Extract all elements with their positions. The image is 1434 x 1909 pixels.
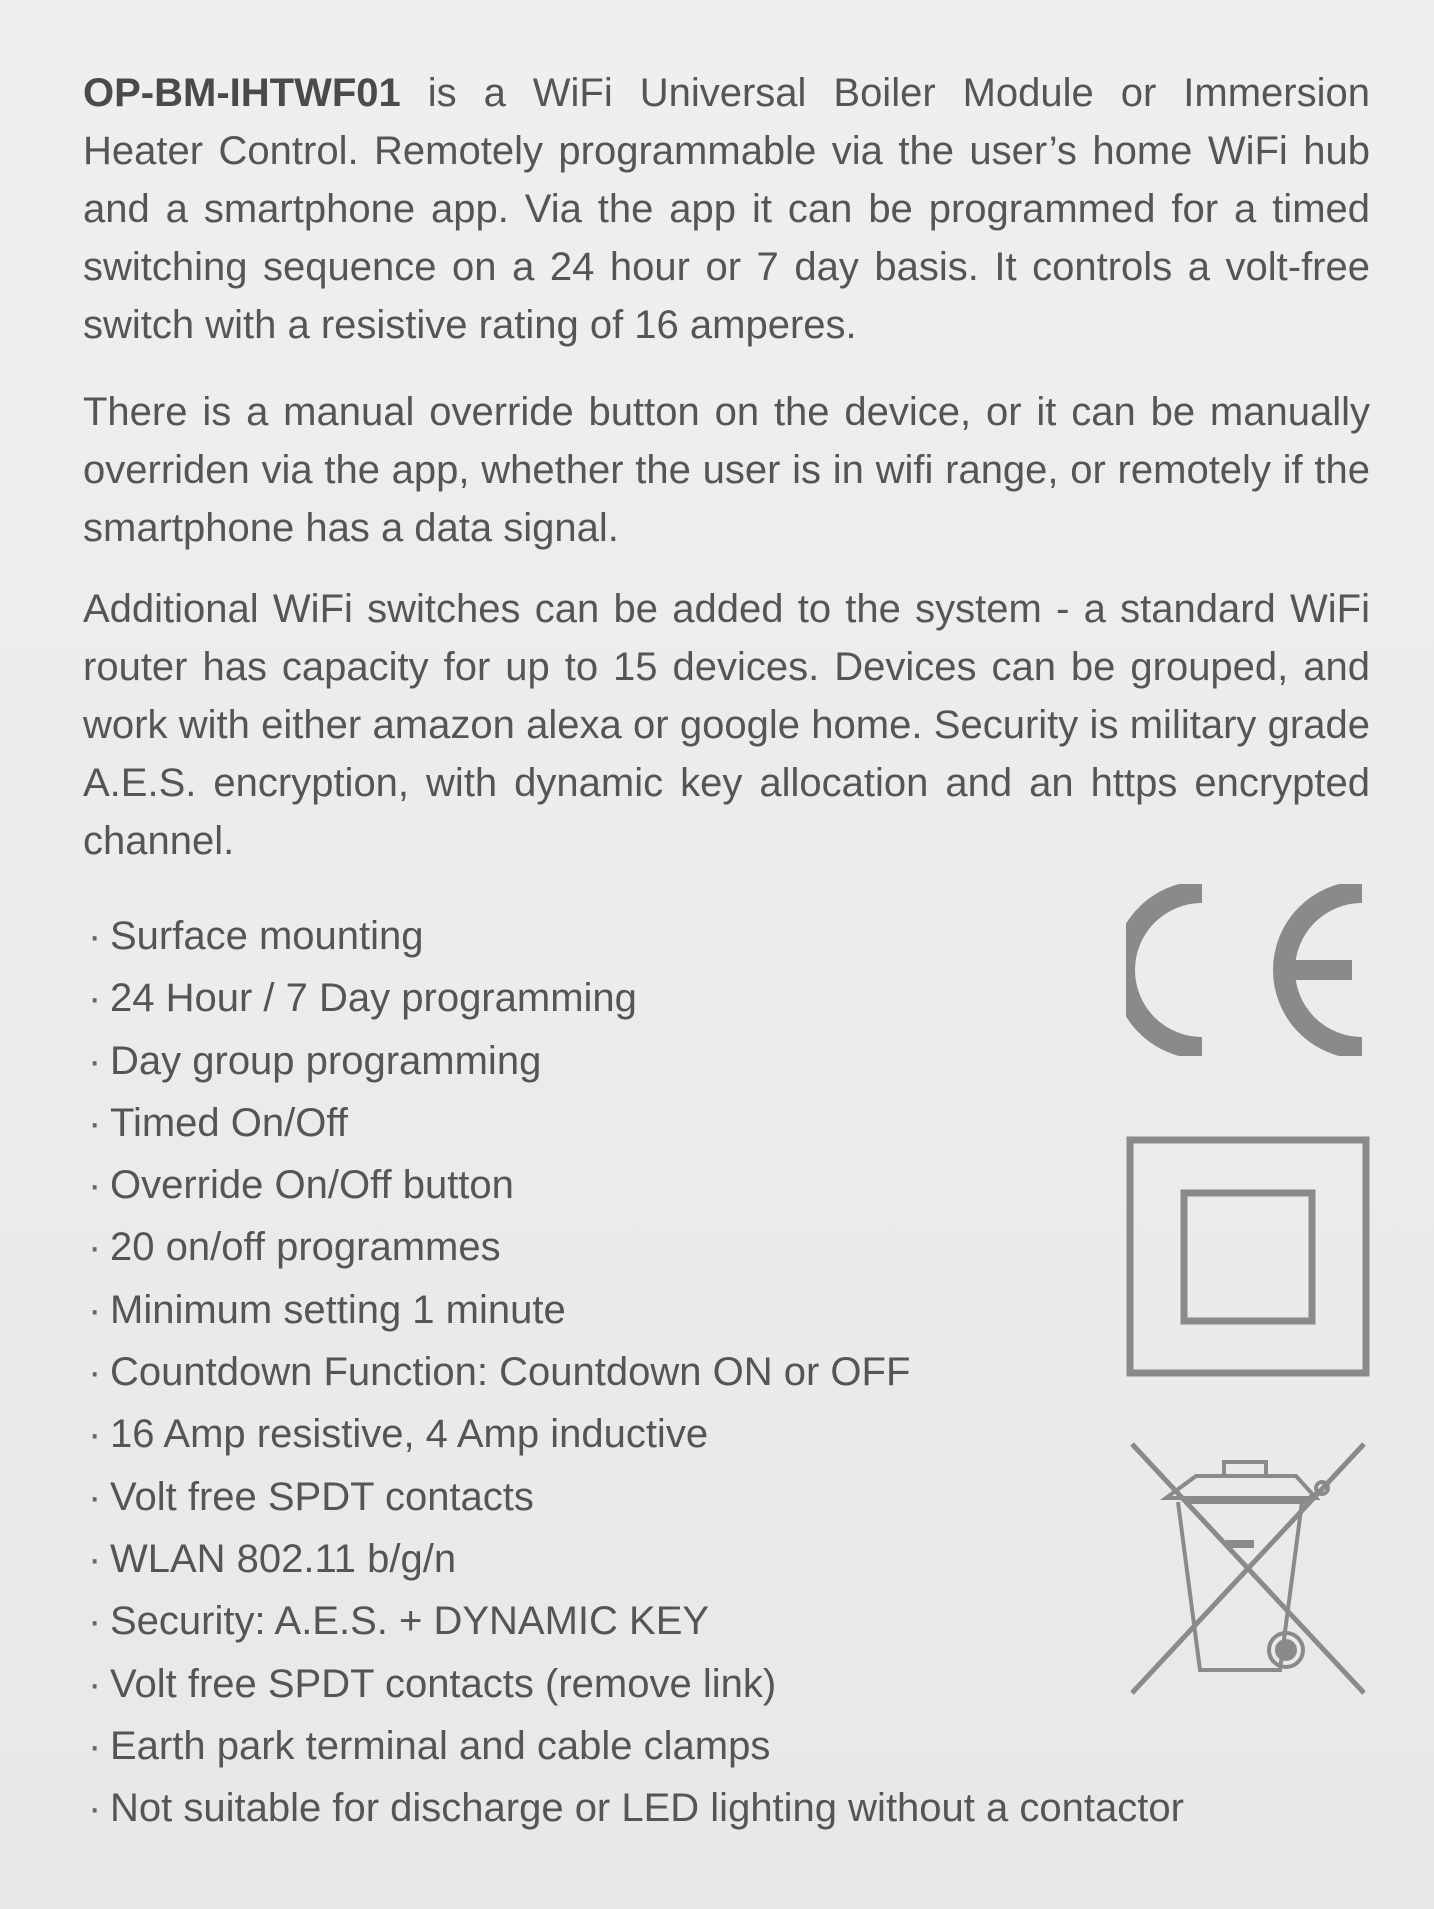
bullet-dot: · [88,1599,102,1644]
feature-item [88,1092,1288,1154]
feature-text: Security: A.E.S. + DYNAMIC KEY [110,1599,710,1644]
crossed-out-wheelie-bin-icon [1126,1440,1370,1697]
bullet-dot: · [88,1038,102,1083]
feature-item [88,1216,1288,1278]
feature-text: Earth park terminal and cable clamps [110,1723,771,1768]
double-insulation-icon [1126,1136,1370,1377]
bullet-dot: · [88,1661,102,1706]
model-number: OP-BM-IHTWF01 [83,71,401,115]
bullet-dot: · [88,976,102,1021]
bullet-dot: · [88,1536,102,1581]
bullet-dot: · [88,1350,102,1395]
feature-item [88,967,1288,1029]
override-paragraph: There is a manual override button on the device, or it can be manually overriden via the app, whether the user is in wifi range, or remotely if the smartphone has a data signal. [83,390,1370,550]
feature-item [88,1590,1288,1652]
feature-item [88,1715,1288,1777]
feature-text: WLAN 802.11 b/g/n [110,1536,457,1581]
feature-item [88,1279,1288,1341]
feature-text: Override On/Off button [110,1163,514,1208]
feature-item [88,1154,1288,1216]
bullet-dot: · [88,1474,102,1519]
feature-text: Surface mounting [110,914,424,958]
bullet-dot: · [88,1225,102,1270]
feature-text: Countdown Function: Countdown ON or OFF [110,1350,911,1395]
bullet-dot: · [88,1786,102,1831]
feature-text: 20 on/off programmes [110,1225,501,1270]
feature-item [88,1653,1288,1715]
feature-text: Day group programming [110,1038,542,1083]
feature-item [88,1466,1288,1528]
feature-text: Not suitable for discharge or LED lighting without a contactor [110,1786,1184,1831]
feature-text: Minimum setting 1 minute [110,1287,566,1332]
bullet-dot: · [88,914,102,958]
feature-list [88,905,1288,1839]
feature-item [88,905,1288,967]
bullet-dot: · [88,1163,102,1208]
feature-item [88,1030,1288,1092]
feature-text: Volt free SPDT contacts (remove link) [110,1661,777,1706]
feature-text: 16 Amp resistive, 4 Amp inductive [110,1412,709,1457]
ce-mark-icon [1126,884,1370,1056]
additional-paragraph: Additional WiFi switches can be added to the system - a standard WiFi router has capacity for up to 15 devices. Devices can be grouped, and work with either amazon alexa or google home. Security is military grade A.E.S. encryption, with dynamic key allocation and an https encrypted channel. [83,587,1370,863]
feature-item [88,1777,1288,1839]
bullet-dot: · [88,1412,102,1457]
intro-description: is a WiFi Universal Boiler Module or Immersion Heater Control. Remotely programmable via the user’s home WiFi hub and a smartphone app. Via the app it can be programmed for a timed switching sequence on a 24 hour or 7 day basis. It controls a volt-free switch with a resistive rating of 16 amperes. [83,71,1370,347]
feature-text: 24 Hour / 7 Day programming [110,976,637,1021]
feature-item [88,1341,1288,1403]
intro-paragraph [83,64,1370,354]
bullet-dot: · [88,1287,102,1332]
feature-item [88,1403,1288,1465]
feature-text: Volt free SPDT contacts [110,1474,534,1519]
bullet-dot: · [88,1723,102,1768]
feature-item [88,1528,1288,1590]
feature-text: Timed On/Off [110,1100,348,1145]
bullet-dot: · [88,1100,102,1145]
